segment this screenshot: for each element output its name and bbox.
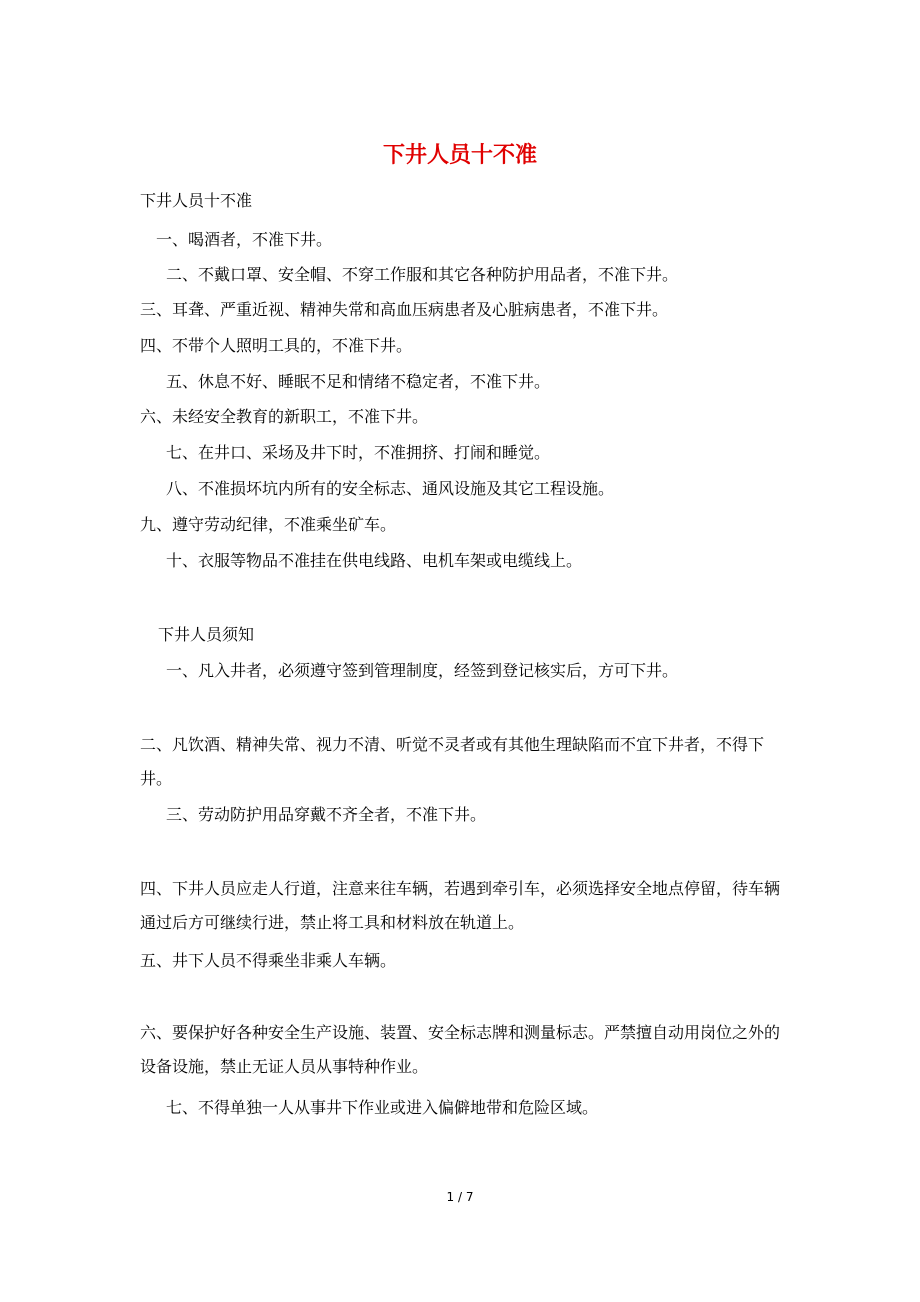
list-item: 三、劳动防护用品穿戴不齐全者，不准下井。 — [166, 805, 487, 824]
list-item: 二、凡饮酒、精神失常、视力不清、听觉不灵者或有其他生理缺陷而不宜下井者，不得下井。 — [140, 735, 765, 788]
list-item: 三、耳聋、严重近视、精神失常和高血压病患者及心脏病患者，不准下井。 — [140, 300, 669, 319]
list-item: 五、休息不好、睡眠不足和情绪不稳定者，不准下井。 — [166, 372, 551, 391]
list-item: 一、凡入井者，必须遵守签到管理制度，经签到登记核实后，方可下井。 — [166, 661, 679, 680]
list-item: 五、井下人员不得乘坐非乘人车辆。 — [140, 951, 397, 970]
list-item: 六、要保护好各种安全生产设施、装置、安全标志牌和测量标志。严禁擅自动用岗位之外的设备设施，禁止无证人员从事特种作业。 — [140, 1023, 781, 1076]
document-title: 下井人员十不准 — [382, 142, 537, 168]
list-item: 一、喝酒者，不准下井。 — [156, 230, 333, 249]
list-item: 六、未经安全教育的新职工，不准下井。 — [140, 407, 429, 426]
section-heading: 下井人员十不准 — [140, 191, 253, 210]
page-number: 1 / 7 — [446, 1190, 474, 1204]
list-item: 十、衣服等物品不准挂在供电线路、电机车架或电缆线上。 — [166, 551, 583, 570]
list-item: 八、不准损坏坑内所有的安全标志、通风设施及其它工程设施。 — [166, 479, 615, 498]
list-item: 二、不戴口罩、安全帽、不穿工作服和其它各种防护用品者，不准下井。 — [166, 265, 679, 284]
list-item: 九、遵守劳动纪律，不准乘坐矿车。 — [140, 515, 397, 534]
list-item: 四、不带个人照明工具的，不准下井。 — [140, 336, 413, 355]
list-item: 七、在井口、采场及井下时，不准拥挤、打闹和睡觉。 — [166, 443, 551, 462]
section-heading: 下井人员须知 — [158, 625, 255, 644]
list-item: 七、不得单独一人从事井下作业或进入偏僻地带和危险区域。 — [166, 1098, 599, 1117]
list-item: 四、下井人员应走人行道，注意来往车辆，若遇到牵引车，必须选择安全地点停留，待车辆通过后方可继续行进，禁止将工具和材料放在轨道上。 — [140, 879, 781, 932]
